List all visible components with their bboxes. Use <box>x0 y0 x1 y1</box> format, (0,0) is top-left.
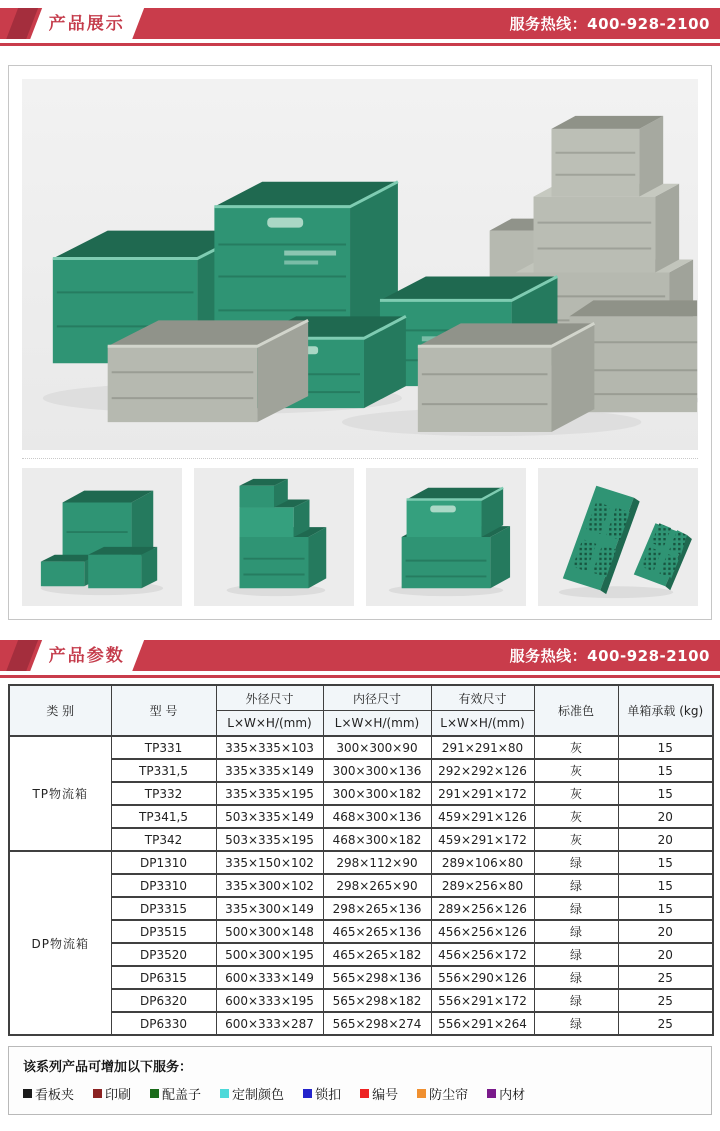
cell-load: 20 <box>618 920 713 943</box>
table-row <box>9 805 713 828</box>
col-header-effective: 有效尺寸 <box>431 685 534 711</box>
cell-inner: 300×300×90 <box>323 736 431 759</box>
params-section-header <box>0 640 720 678</box>
col-header-inner: 内径尺寸 <box>323 685 431 711</box>
cell-effective: 456×256×126 <box>431 920 534 943</box>
cell-color: 灰 <box>534 828 618 851</box>
cell-effective: 291×291×172 <box>431 782 534 805</box>
services-panel <box>8 1046 712 1115</box>
cell-effective: 459×291×172 <box>431 828 534 851</box>
cell-load: 15 <box>618 897 713 920</box>
services-list <box>23 1084 697 1103</box>
cell-inner: 565×298×136 <box>323 966 431 989</box>
cell-category: TP物流箱 <box>9 736 111 851</box>
cell-inner: 465×265×182 <box>323 943 431 966</box>
product-thumbnail-2[interactable] <box>194 468 354 606</box>
params-section-title: 产品参数 <box>49 645 125 666</box>
table-row <box>9 782 713 805</box>
display-section-title: 产品展示 <box>49 13 125 34</box>
cell-model: TP342 <box>111 828 216 851</box>
service-label: 锁扣 <box>315 1088 342 1103</box>
cell-outer: 600×333×195 <box>216 989 323 1012</box>
cell-inner: 298×265×90 <box>323 874 431 897</box>
cell-load: 15 <box>618 874 713 897</box>
table-row <box>9 736 713 759</box>
col-subheader-dims: L×W×H/(mm) <box>323 711 431 737</box>
cell-inner: 565×298×182 <box>323 989 431 1012</box>
cell-load: 25 <box>618 989 713 1012</box>
service-item <box>417 1084 468 1103</box>
product-thumbnail-4[interactable] <box>538 468 698 606</box>
cell-effective: 556×291×264 <box>431 1012 534 1035</box>
main-product-photo <box>22 79 698 450</box>
cell-effective: 289×106×80 <box>431 851 534 874</box>
group-tp <box>9 736 713 851</box>
cell-color: 灰 <box>534 782 618 805</box>
cell-load: 15 <box>618 851 713 874</box>
table-row <box>9 989 713 1012</box>
thumbnail-4-illustration <box>538 468 698 606</box>
cell-inner: 298×112×90 <box>323 851 431 874</box>
service-color-swatch <box>220 1089 229 1098</box>
header-title-plate <box>29 8 145 39</box>
cell-model: DP3515 <box>111 920 216 943</box>
service-label: 印刷 <box>105 1088 132 1103</box>
col-header-color: 标准色 <box>534 685 618 736</box>
cell-category: DP物流箱 <box>9 851 111 1035</box>
cell-effective: 289×256×126 <box>431 897 534 920</box>
cell-outer: 600×333×149 <box>216 966 323 989</box>
col-subheader-dims: L×W×H/(mm) <box>431 711 534 737</box>
table-row <box>9 966 713 989</box>
col-header-category: 类 别 <box>9 685 111 736</box>
service-item <box>220 1084 284 1103</box>
cell-outer: 500×300×148 <box>216 920 323 943</box>
service-color-swatch <box>93 1089 102 1098</box>
header-divider-line <box>0 43 720 46</box>
cell-inner: 465×265×136 <box>323 920 431 943</box>
cell-color: 绿 <box>534 851 618 874</box>
cell-model: DP6330 <box>111 1012 216 1035</box>
display-header-band <box>0 8 720 39</box>
col-subheader-dims: L×W×H/(mm) <box>216 711 323 737</box>
product-thumbnail-3[interactable] <box>366 468 526 606</box>
cell-color: 绿 <box>534 943 618 966</box>
cell-outer: 335×335×103 <box>216 736 323 759</box>
display-section-header <box>0 8 720 46</box>
cell-model: DP3520 <box>111 943 216 966</box>
cell-outer: 503×335×149 <box>216 805 323 828</box>
group-dp <box>9 851 713 1035</box>
cell-load: 20 <box>618 943 713 966</box>
cell-inner: 300×300×182 <box>323 782 431 805</box>
service-item <box>303 1084 341 1103</box>
cell-load: 20 <box>618 828 713 851</box>
table-row <box>9 851 713 874</box>
thumbnail-2-illustration <box>194 468 354 606</box>
cell-model: DP6315 <box>111 966 216 989</box>
thumbnail-row <box>22 468 698 606</box>
service-color-swatch <box>150 1089 159 1098</box>
table-row <box>9 897 713 920</box>
cell-model: TP331 <box>111 736 216 759</box>
header-divider-line <box>0 675 720 678</box>
cell-model: TP331,5 <box>111 759 216 782</box>
cell-color: 绿 <box>534 989 618 1012</box>
service-item <box>487 1084 525 1103</box>
cell-effective: 556×290×126 <box>431 966 534 989</box>
product-photo-illustration <box>22 79 698 450</box>
cell-effective: 459×291×126 <box>431 805 534 828</box>
cell-color: 灰 <box>534 736 618 759</box>
cell-load: 20 <box>618 805 713 828</box>
service-label: 内材 <box>499 1088 526 1103</box>
cell-color: 绿 <box>534 874 618 897</box>
cell-color: 灰 <box>534 805 618 828</box>
cell-model: DP3315 <box>111 897 216 920</box>
service-color-swatch <box>303 1089 312 1098</box>
cell-color: 绿 <box>534 920 618 943</box>
cell-model: TP332 <box>111 782 216 805</box>
cell-load: 15 <box>618 759 713 782</box>
service-color-swatch <box>417 1089 426 1098</box>
cell-model: DP1310 <box>111 851 216 874</box>
service-label: 防尘帘 <box>429 1088 469 1103</box>
cell-effective: 556×291×172 <box>431 989 534 1012</box>
service-label: 配盖子 <box>162 1088 202 1103</box>
header-title-plate <box>29 640 145 671</box>
service-item <box>93 1084 131 1103</box>
cell-outer: 335×300×102 <box>216 874 323 897</box>
cell-color: 灰 <box>534 759 618 782</box>
service-label: 编号 <box>372 1088 399 1103</box>
service-hotline: 服务热线：400-928-2100 <box>509 15 710 33</box>
table-row <box>9 874 713 897</box>
col-header-model: 型 号 <box>111 685 216 736</box>
spec-table <box>8 684 714 1036</box>
thumbnail-3-illustration <box>366 468 526 606</box>
cell-inner: 298×265×136 <box>323 897 431 920</box>
cell-load: 25 <box>618 966 713 989</box>
col-header-outer: 外径尺寸 <box>216 685 323 711</box>
cell-outer: 600×333×287 <box>216 1012 323 1035</box>
cell-load: 15 <box>618 782 713 805</box>
service-hotline: 服务热线：400-928-2100 <box>509 647 710 665</box>
table-row <box>9 1012 713 1035</box>
cell-color: 绿 <box>534 966 618 989</box>
cell-inner: 300×300×136 <box>323 759 431 782</box>
cell-outer: 335×150×102 <box>216 851 323 874</box>
service-item <box>23 1084 74 1103</box>
spec-table-header <box>9 685 713 736</box>
service-item <box>150 1084 201 1103</box>
cell-outer: 335×335×149 <box>216 759 323 782</box>
service-label: 定制颜色 <box>232 1088 285 1103</box>
cell-color: 绿 <box>534 897 618 920</box>
thumbnail-1-illustration <box>22 468 182 606</box>
cell-outer: 335×300×149 <box>216 897 323 920</box>
cell-effective: 292×292×126 <box>431 759 534 782</box>
cell-inner: 565×298×274 <box>323 1012 431 1035</box>
product-display-panel <box>8 65 712 620</box>
cell-inner: 468×300×136 <box>323 805 431 828</box>
cell-effective: 289×256×80 <box>431 874 534 897</box>
service-color-swatch <box>23 1089 32 1098</box>
service-label: 看板夹 <box>35 1088 75 1103</box>
cell-model: TP341,5 <box>111 805 216 828</box>
product-thumbnail-1[interactable] <box>22 468 182 606</box>
table-row <box>9 828 713 851</box>
cell-model: DP3310 <box>111 874 216 897</box>
cell-model: DP6320 <box>111 989 216 1012</box>
cell-load: 25 <box>618 1012 713 1035</box>
photo-thumbnail-separator <box>22 458 698 459</box>
service-color-swatch <box>487 1089 496 1098</box>
col-header-load: 单箱承载 (kg) <box>618 685 713 736</box>
table-row <box>9 920 713 943</box>
cell-color: 绿 <box>534 1012 618 1035</box>
cell-effective: 456×256×172 <box>431 943 534 966</box>
table-row <box>9 943 713 966</box>
params-header-band <box>0 640 720 671</box>
service-color-swatch <box>360 1089 369 1098</box>
cell-outer: 500×300×195 <box>216 943 323 966</box>
cell-outer: 503×335×195 <box>216 828 323 851</box>
service-item <box>360 1084 398 1103</box>
cell-outer: 335×335×195 <box>216 782 323 805</box>
cell-inner: 468×300×182 <box>323 828 431 851</box>
table-row <box>9 759 713 782</box>
cell-effective: 291×291×80 <box>431 736 534 759</box>
services-title: 该系列产品可增加以下服务： <box>23 1060 193 1075</box>
cell-load: 15 <box>618 736 713 759</box>
